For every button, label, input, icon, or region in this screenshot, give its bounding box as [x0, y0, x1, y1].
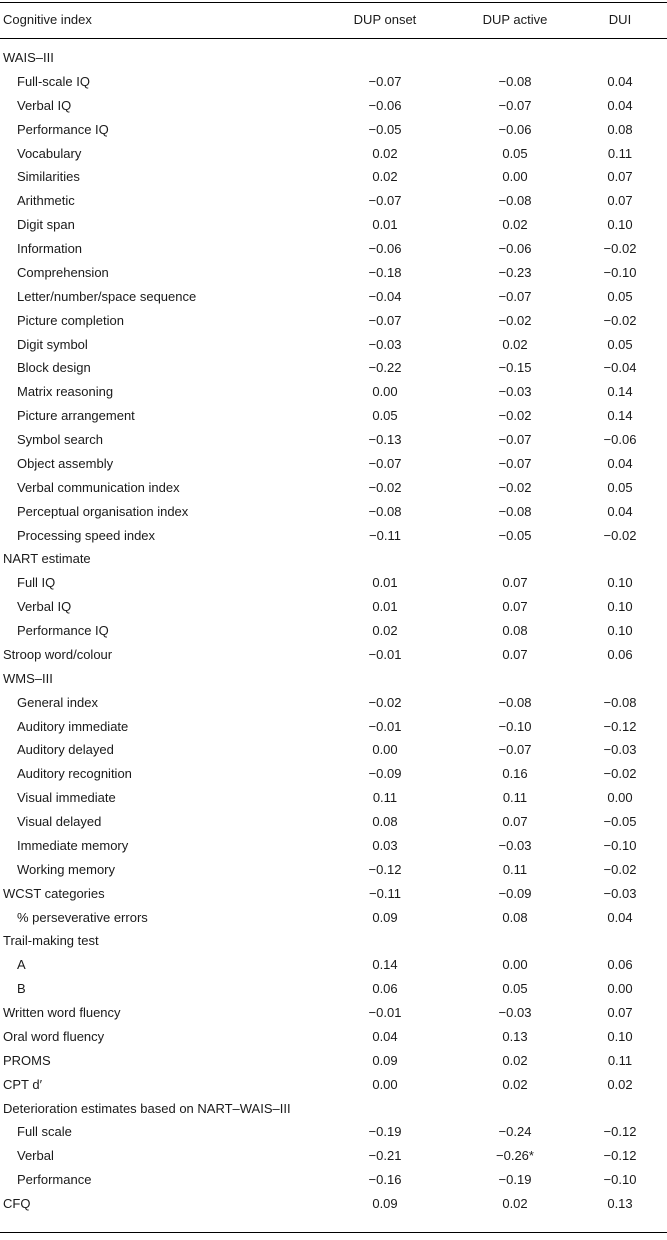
table-bottom-rule — [0, 1232, 667, 1233]
row-label: % perseverative errors — [17, 909, 148, 925]
table-row — [0, 1120, 667, 1144]
row-label: Perceptual organisation index — [17, 503, 189, 519]
dup-active-value: −0.07 — [498, 97, 532, 113]
row-label: Processing speed index — [17, 527, 156, 543]
row-label: Oral word fluency — [3, 1028, 105, 1044]
row-label: Full scale — [17, 1124, 72, 1140]
row-label: Symbol search — [17, 432, 103, 447]
dup-active-value: −0.26* — [496, 1148, 534, 1164]
table-row — [0, 452, 667, 476]
dui-value: −0.02 — [603, 527, 637, 543]
dui-value: 0.04 — [607, 455, 633, 471]
dup-onset-value: −0.19 — [368, 1124, 402, 1140]
table-row — [0, 404, 667, 428]
table-row — [0, 1168, 667, 1192]
row-label: Digit span — [17, 217, 75, 233]
dup-active-value: 0.05 — [502, 145, 528, 161]
header-dup-onset: DUP onset — [353, 12, 417, 27]
row-label: Auditory immediate — [17, 718, 129, 734]
dui-value: 0.06 — [607, 957, 633, 973]
dui-value: 0.10 — [607, 623, 633, 638]
dup-active-value: −0.08 — [498, 503, 532, 519]
dui-value: 0.13 — [607, 1196, 633, 1211]
table-row — [0, 977, 667, 1001]
dui-value: 0.11 — [607, 145, 633, 161]
table-row — [0, 94, 667, 118]
dui-value: 0.06 — [607, 646, 633, 662]
table-top-rule — [0, 2, 667, 3]
row-label: WCST categories — [3, 885, 105, 901]
row-label: Performance IQ — [17, 623, 109, 638]
table-row — [0, 356, 667, 380]
dup-onset-value: −0.01 — [368, 1005, 402, 1020]
dup-active-value: 0.07 — [502, 646, 528, 662]
row-label: Immediate memory — [17, 837, 129, 853]
dup-active-value: 0.11 — [502, 790, 528, 806]
dup-onset-value: 0.04 — [372, 1028, 398, 1044]
dup-active-value: −0.15 — [498, 360, 532, 376]
dup-active-value: −0.23 — [498, 264, 532, 280]
row-label: Performance IQ — [17, 121, 109, 137]
table-row — [0, 1001, 667, 1025]
row-label: CFQ — [3, 1196, 31, 1211]
dui-value: 0.05 — [607, 479, 633, 495]
dup-active-value: −0.08 — [498, 73, 532, 89]
row-label: Full-scale IQ — [17, 73, 90, 89]
table-row — [0, 237, 667, 261]
table-row — [0, 524, 667, 548]
dup-active-value: −0.05 — [498, 527, 532, 543]
table-header-row — [0, 8, 667, 32]
dup-onset-value: −0.01 — [368, 718, 402, 734]
dup-active-value: −0.07 — [498, 742, 532, 758]
dup-active-value: 0.07 — [502, 814, 528, 829]
dup-onset-value: −0.22 — [368, 360, 402, 376]
dup-active-value: −0.03 — [498, 837, 532, 853]
dui-value: −0.02 — [603, 766, 637, 782]
dui-value: −0.10 — [603, 264, 637, 280]
dup-onset-value: 0.02 — [372, 169, 398, 185]
row-label: A — [17, 957, 26, 973]
dui-value: −0.03 — [603, 742, 637, 758]
row-label: Information — [17, 241, 83, 256]
dup-onset-value: 0.05 — [372, 408, 398, 424]
table-row — [0, 595, 667, 619]
table-row — [0, 762, 667, 786]
row-label: Performance — [17, 1172, 92, 1188]
dup-onset-value: 0.01 — [372, 599, 398, 615]
row-label: Written word fluency — [3, 1005, 121, 1020]
dup-onset-value: 0.09 — [372, 1196, 398, 1211]
row-label: Verbal IQ — [17, 599, 72, 615]
table-row — [0, 261, 667, 285]
dup-onset-value: −0.01 — [368, 646, 402, 662]
row-label: Similarities — [17, 169, 80, 185]
dui-value: 0.04 — [607, 73, 633, 89]
dui-value: 0.14 — [607, 408, 633, 424]
row-label: Verbal — [17, 1148, 54, 1164]
dui-value: 0.02 — [607, 1076, 633, 1092]
row-label: Picture arrangement — [17, 408, 135, 424]
table-row — [0, 333, 667, 357]
dup-onset-value: 0.01 — [372, 217, 398, 233]
dup-onset-value: 0.01 — [372, 575, 398, 591]
dup-active-value: −0.03 — [498, 1005, 532, 1020]
dup-active-value: −0.08 — [498, 694, 532, 710]
dui-value: 0.05 — [607, 336, 633, 352]
dui-value: −0.03 — [603, 885, 637, 901]
dup-active-value: −0.10 — [498, 718, 532, 734]
row-label: WAIS–III — [3, 50, 54, 65]
dup-active-value: 0.08 — [502, 623, 528, 638]
dup-active-value: 0.00 — [502, 957, 528, 973]
dup-active-value: −0.02 — [498, 408, 532, 424]
row-label: CPT d′ — [3, 1076, 43, 1092]
dup-active-value: 0.07 — [502, 575, 528, 591]
row-label: Block design — [17, 360, 91, 376]
dup-active-value: 0.02 — [502, 1196, 528, 1211]
table-row — [0, 1097, 667, 1121]
dui-value: −0.08 — [603, 694, 637, 710]
dup-onset-value: −0.08 — [368, 503, 402, 519]
table-row — [0, 906, 667, 930]
dui-value: −0.05 — [603, 814, 637, 829]
row-label: Verbal communication index — [17, 479, 180, 495]
dup-onset-value: −0.12 — [368, 861, 402, 877]
row-label: Full IQ — [17, 575, 56, 591]
dui-value: −0.12 — [603, 718, 637, 734]
dui-value: −0.02 — [603, 241, 637, 256]
dui-value: 0.10 — [607, 575, 633, 591]
row-label: Stroop word/colour — [3, 646, 113, 662]
dup-onset-value: −0.07 — [368, 73, 402, 89]
row-label: Working memory — [17, 861, 116, 877]
table-header-rule — [0, 38, 667, 39]
table-row — [0, 547, 667, 571]
dup-onset-value: −0.07 — [368, 312, 402, 328]
dup-onset-value: −0.09 — [368, 766, 402, 782]
dup-active-value: −0.07 — [498, 432, 532, 447]
dup-onset-value: 0.02 — [372, 145, 398, 161]
dup-active-value: −0.08 — [498, 193, 532, 209]
row-label: Auditory delayed — [17, 742, 114, 758]
dup-active-value: −0.07 — [498, 455, 532, 471]
table-row — [0, 142, 667, 166]
dup-active-value: −0.02 — [498, 312, 532, 328]
dup-onset-value: 0.09 — [372, 1052, 398, 1068]
dup-onset-value: −0.16 — [368, 1172, 402, 1188]
table-row — [0, 1073, 667, 1097]
dup-onset-value: 0.08 — [372, 814, 398, 829]
table-row — [0, 738, 667, 762]
row-label: WMS–III — [3, 670, 53, 686]
dup-active-value: 0.05 — [502, 981, 528, 997]
row-label: Trail-making test — [3, 933, 99, 949]
dui-value: 0.11 — [607, 1052, 633, 1068]
dup-active-value: 0.02 — [502, 1076, 528, 1092]
table-row — [0, 858, 667, 882]
dup-active-value: −0.02 — [498, 479, 532, 495]
dui-value: 0.00 — [607, 981, 633, 997]
dup-active-value: −0.19 — [498, 1172, 532, 1188]
dup-onset-value: 0.00 — [372, 742, 398, 758]
dup-active-value: 0.07 — [502, 599, 528, 615]
dui-value: −0.04 — [603, 360, 637, 376]
dui-value: 0.10 — [607, 217, 633, 233]
dup-active-value: −0.06 — [498, 121, 532, 137]
row-label: Letter/number/space sequence — [17, 288, 197, 304]
dui-value: −0.06 — [603, 432, 637, 447]
table-body — [0, 46, 667, 1216]
table-row — [0, 285, 667, 309]
dup-active-value: −0.03 — [498, 384, 532, 400]
row-label: Arithmetic — [17, 193, 75, 209]
row-label: NART estimate — [3, 551, 91, 567]
dui-value: 0.08 — [607, 121, 633, 137]
dui-value: −0.10 — [603, 1172, 637, 1188]
dui-value: −0.12 — [603, 1148, 637, 1164]
dup-onset-value: −0.07 — [368, 455, 402, 471]
dup-active-value: 0.16 — [502, 766, 528, 782]
table-row — [0, 619, 667, 643]
dup-onset-value: −0.11 — [369, 885, 401, 901]
row-label: Deterioration estimates based on NART–WAIS–III — [3, 1100, 291, 1116]
table-row — [0, 929, 667, 953]
dup-onset-value: −0.05 — [368, 121, 402, 137]
dup-onset-value: 0.11 — [372, 790, 398, 806]
table-row — [0, 1144, 667, 1168]
table-row — [0, 1049, 667, 1073]
table-row — [0, 1192, 667, 1216]
dup-active-value: −0.09 — [498, 885, 532, 901]
table-row — [0, 667, 667, 691]
dui-value: 0.05 — [607, 288, 633, 304]
dup-onset-value: 0.03 — [372, 837, 398, 853]
table-row — [0, 189, 667, 213]
table-row — [0, 715, 667, 739]
row-label: Picture completion — [17, 312, 124, 328]
dup-onset-value: 0.00 — [372, 1076, 398, 1092]
dup-onset-value: −0.02 — [368, 479, 402, 495]
row-label: Visual immediate — [17, 790, 116, 806]
dup-active-value: −0.24 — [498, 1124, 532, 1140]
dup-onset-value: −0.03 — [368, 336, 402, 352]
table-row — [0, 213, 667, 237]
dup-active-value: 0.13 — [502, 1028, 528, 1044]
dup-onset-value: 0.06 — [372, 981, 398, 997]
row-label: Visual delayed — [17, 814, 102, 829]
table-row — [0, 309, 667, 333]
table-row — [0, 46, 667, 70]
table-row — [0, 691, 667, 715]
dup-active-value: 0.08 — [502, 909, 528, 925]
dup-onset-value: 0.09 — [372, 909, 398, 925]
dui-value: −0.02 — [603, 312, 637, 328]
dup-onset-value: −0.13 — [368, 432, 402, 447]
table-row — [0, 786, 667, 810]
row-label: B — [17, 981, 26, 997]
dup-onset-value: −0.02 — [368, 694, 402, 710]
dup-onset-value: −0.11 — [369, 527, 401, 543]
dup-onset-value: −0.04 — [368, 288, 402, 304]
dup-active-value: 0.02 — [502, 336, 528, 352]
table-row — [0, 1025, 667, 1049]
table-row — [0, 165, 667, 189]
dup-active-value: 0.02 — [502, 217, 528, 233]
dup-active-value: 0.11 — [502, 861, 528, 877]
table-row — [0, 810, 667, 834]
table-row — [0, 70, 667, 94]
dui-value: −0.12 — [603, 1124, 637, 1140]
row-label: Verbal IQ — [17, 97, 72, 113]
dup-active-value: −0.06 — [498, 241, 532, 256]
dui-value: 0.04 — [607, 97, 633, 113]
dup-active-value: 0.00 — [502, 169, 528, 185]
row-label: Vocabulary — [17, 145, 82, 161]
row-label: Matrix reasoning — [17, 384, 114, 400]
dui-value: 0.07 — [607, 1005, 633, 1020]
row-label: General index — [17, 694, 98, 710]
dup-onset-value: 0.00 — [372, 384, 398, 400]
table-row — [0, 953, 667, 977]
row-label: PROMS — [3, 1052, 51, 1068]
table-row — [0, 834, 667, 858]
dui-value: −0.10 — [603, 837, 637, 853]
table-row — [0, 476, 667, 500]
header-dui: DUI — [608, 12, 632, 27]
row-label: Comprehension — [17, 264, 109, 280]
dup-onset-value: −0.06 — [368, 241, 402, 256]
table-row — [0, 500, 667, 524]
dui-value: 0.10 — [607, 1028, 633, 1044]
dui-value: 0.07 — [607, 169, 633, 185]
dup-onset-value: −0.07 — [368, 193, 402, 209]
dup-onset-value: −0.21 — [368, 1148, 402, 1164]
dup-onset-value: 0.14 — [372, 957, 398, 973]
table-row — [0, 643, 667, 667]
table-row — [0, 428, 667, 452]
dup-onset-value: −0.06 — [368, 97, 402, 113]
table-row — [0, 882, 667, 906]
table-row — [0, 380, 667, 404]
dup-active-value: 0.02 — [502, 1052, 528, 1068]
dup-active-value: −0.07 — [498, 288, 532, 304]
table-row — [0, 118, 667, 142]
dui-value: 0.00 — [607, 790, 633, 806]
dup-onset-value: −0.18 — [368, 264, 402, 280]
dui-value: 0.04 — [607, 503, 633, 519]
dui-value: 0.07 — [607, 193, 633, 209]
row-label: Digit symbol — [17, 336, 88, 352]
header-dup-active: DUP active — [482, 12, 548, 27]
table-row — [0, 571, 667, 595]
row-label: Object assembly — [17, 455, 114, 471]
row-label: Auditory recognition — [17, 766, 132, 782]
dui-value: 0.04 — [607, 909, 633, 925]
dui-value: −0.02 — [603, 861, 637, 877]
dui-value: 0.14 — [607, 384, 633, 400]
dui-value: 0.10 — [607, 599, 633, 615]
dup-onset-value: 0.02 — [372, 623, 398, 638]
header-cognitive-index: Cognitive index — [3, 12, 92, 27]
